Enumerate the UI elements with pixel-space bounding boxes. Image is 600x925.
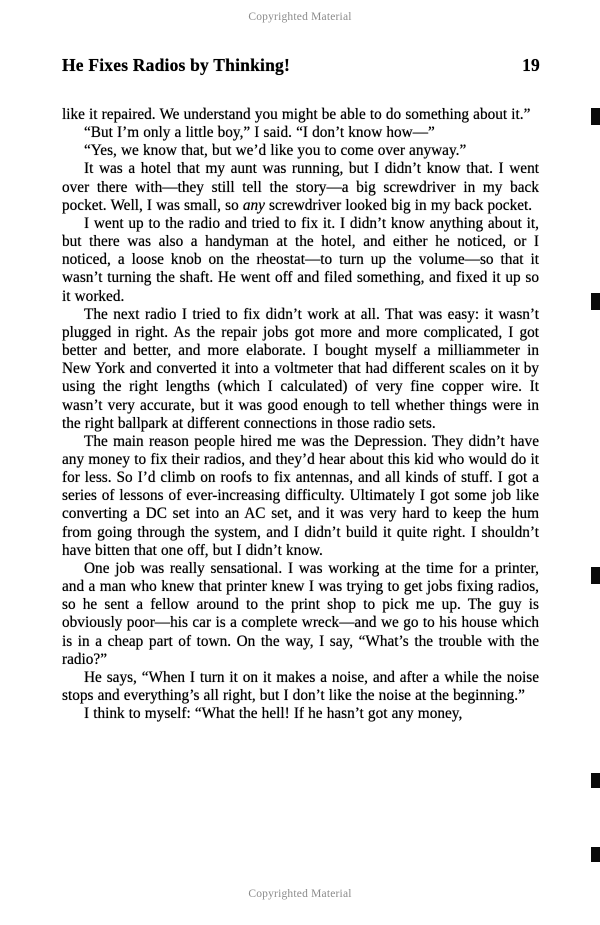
paragraph-text: The main reason people hired me was the Depression. They didn’t have any money to fix their radios, and they’d hear about this kid who would do it for less. So I’d climb on roofs to fix antennas, and all kinds of stuff. I got a series of lessons of ever-increasing difficulty. Ultimately I got some job like converting a DC set into an AC set, and it was very hard to keep the hum from going through the system, and I didn’t build it quite right. I shouldn’t have bitten that one off, but I didn’t know. xyxy=(62,432,539,559)
paragraph xyxy=(62,124,539,142)
copyright-notice-top: Copyrighted Material xyxy=(248,11,352,23)
paragraph xyxy=(62,306,539,433)
chapter-title: He Fixes Radios by Thinking! xyxy=(62,55,290,75)
paragraph-text: screwdriver looked big in my back pocket. xyxy=(264,196,533,214)
scan-mark xyxy=(591,108,600,125)
paragraph xyxy=(62,142,539,160)
paragraph xyxy=(62,705,539,723)
paragraph-text: It was a hotel that my aunt was running, but I didn’t know that. I went over there with—they still tell the story—a big screwdriver in my back pocket. Well, I was small, so xyxy=(62,160,539,214)
paragraph-text: The next radio I tried to fix didn’t work at all. That was easy: it wasn’t plugged in right. As the repair jobs got more and more complicated, I got better and better, and more elaborate. I bought myself a milliammeter in New York and converted it into a voltmeter that had different scales on it by using the right lengths (which I calculated) of very fine copper wire. It wasn’t very accurate, but it was good enough to tell whether things were in the right ballpark at different connections in those radio sets. xyxy=(62,305,539,432)
paragraph-text: “Yes, we know that, but we’d like you to come over anyway.” xyxy=(84,142,467,160)
page-number: 19 xyxy=(522,55,540,75)
paragraph xyxy=(62,160,539,214)
copyright-notice-bottom: Copyrighted Material xyxy=(248,888,352,900)
paragraph-text: He says, “When I turn it on it makes a noise, and after a while the noise stops and everything’s all right, but I don’t like the noise at the beginning.” xyxy=(62,668,539,704)
scan-mark xyxy=(591,773,600,788)
paragraph-text: One job was really sensational. I was working at the time for a printer, and a man who knew that printer knew I was trying to get jobs fixing radios, so he sent a fellow around to the print shop to pick me up. The guy is obviously poor—his car is a complete wreck—and we go to his house which is in a cheap part of town. On the way, I say, “What’s the trouble with the radio?” xyxy=(62,559,539,668)
scan-mark xyxy=(591,293,600,310)
paragraph xyxy=(62,433,539,560)
page-header xyxy=(62,55,540,76)
page-body xyxy=(62,106,539,723)
paragraph xyxy=(62,106,539,124)
scan-mark xyxy=(591,567,600,584)
paragraph xyxy=(62,560,539,669)
scan-mark xyxy=(591,847,600,862)
paragraph-text: like it repaired. We understand you might be able to do something about it.” xyxy=(62,106,531,123)
paragraph xyxy=(62,215,539,306)
paragraph-text: any xyxy=(242,196,265,214)
paragraph-text: I think to myself: “What the hell! If he hasn’t got any money, xyxy=(84,705,463,723)
paragraph-text: I went up to the radio and tried to fix it. I didn’t know anything about it, but there was also a handyman at the hotel, and either he noticed, or I noticed, a loose knob on the rheostat—to turn up the volume—so that it wasn’t turning the shaft. He went off and filed something, and fixed it up so it worked. xyxy=(62,214,539,305)
paragraph xyxy=(62,669,539,705)
paragraph-text: “But I’m only a little boy,” I said. “I don’t know how—” xyxy=(84,124,435,142)
